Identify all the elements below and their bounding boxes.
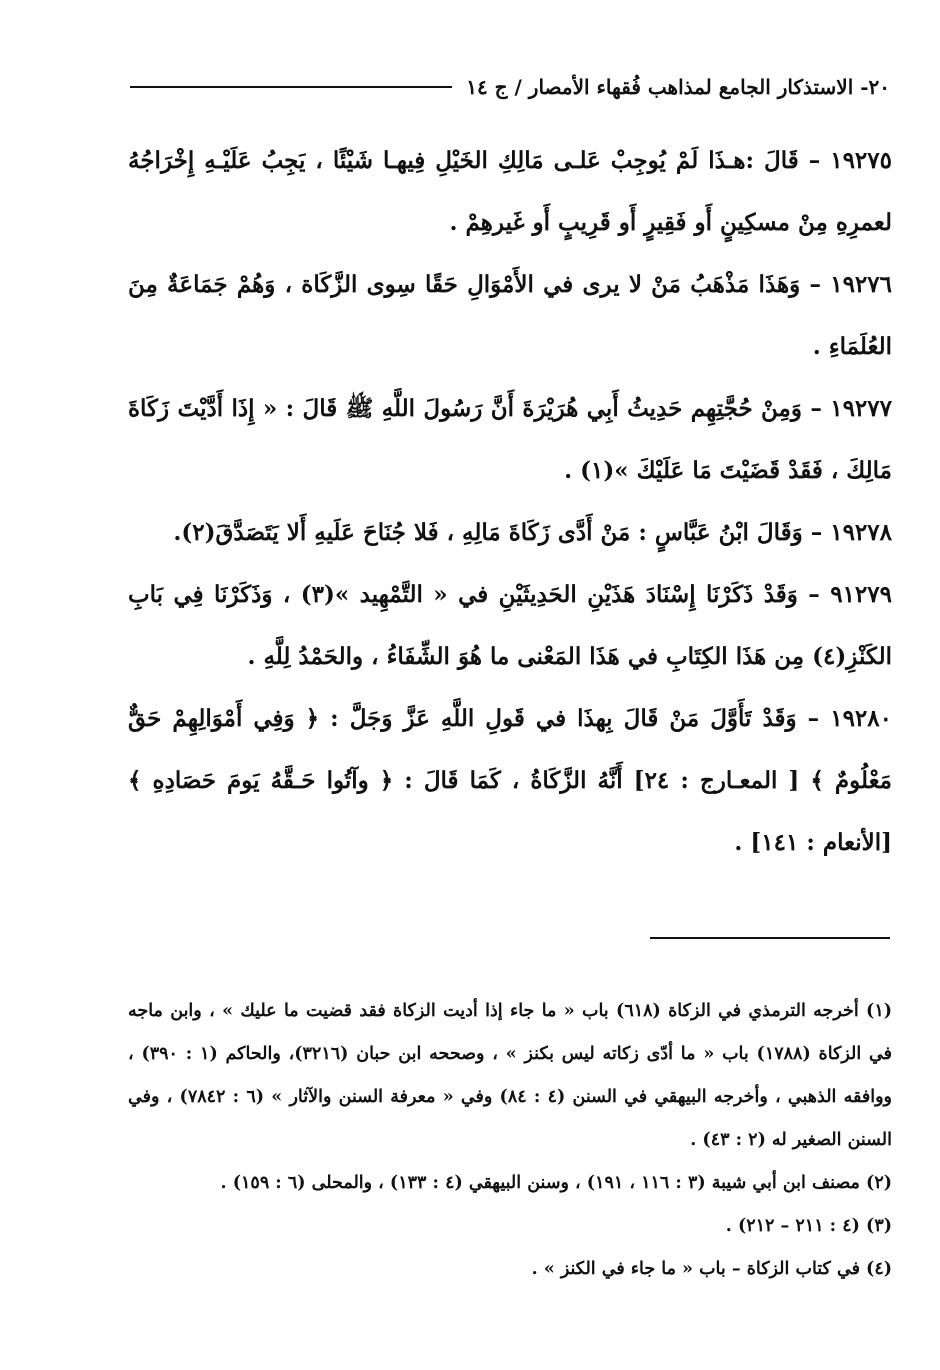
- main-text: [128, 130, 892, 874]
- footnote-2: (٢) مصنف ابن أبي شيبة (٣ : ١١٦ ، ١٩١) ، وسنن البيهقي (٤ : ١٣٣) ، والمحلى (٦ : ١٥٩) .: [220, 1173, 892, 1193]
- paragraph-19278: ١٩٢٧٨ – وَقَالَ ابْنُ عَبَّاسٍ : مَنْ أَدَّى زَكَاةَ مَالِهِ ، فَلا جُنَاحَ عَلَيهِ أَلا يَتَصَدَّقَ(٢).: [173, 519, 892, 546]
- footnote-separator: [650, 937, 890, 939]
- footnote-3: (٣) (٤ : ٢١١ – ٢١٢) .: [725, 1216, 892, 1236]
- header-rule: [130, 86, 452, 88]
- paragraph-19280: ١٩٢٨٠ – وَقَدْ تَأَوَّلَ مَنْ قَالَ بِهذَا في قَولِ اللَّهِ عَزَّ وَجَلَّ : ﴿ وَفِي أَمْوَالِهِمْ حَقٌّ مَعْلُومٌ ﴾ [ المعـارج : ٢٤] أَنَّهُ الزَّكَاةُ ، كَمَا قَالَ : ﴿ وآتُوا حَـقَّهُ يَومَ حَصَادِهِ ﴾ [الأنعام : ١٤١] .: [128, 705, 892, 856]
- footnote-4: (٤) في كتاب الزكاة – باب « ما جاء في الكنز » .: [531, 1259, 892, 1279]
- header-title: ٢٠- الاستذكار الجامع لمذاهب فُقهاء الأمصار / ج ١٤: [466, 75, 890, 99]
- footnote-1: (١) أخرجه الترمذي في الزكاة (٦١٨) باب « ما جاء إذا أديت الزكاة فقد قضيت ما عليك » ، وابن ماجه في الزكاة (١٧٨٨) باب « ما أدّى زكاته ليس بكنز » ، وصححه ابن حبان (٣٢١٦)، والحاكم (١ : ٣٩٠) ، ووافقه الذهبي ، وأخرجه البيهقي في السنن (٤ : ٨٤) وفي « معرفة السنن والآثار » (٦ : ٧٨٤٢) ، وفي السنن الصغير له (٢ : ٤٣) .: [128, 1001, 892, 1150]
- paragraph-19276: ١٩٢٧٦ – وَهَذَا مَذْهَبُ مَنْ لا يرى في الأَمْوَالِ حَقًا سِوى الزَّكَاة ، وَهُمْ جَمَاعَةٌ مِنَ العُلَمَاءِ .: [128, 271, 892, 360]
- paragraph-19277: ١٩٢٧٧ – وَمِنْ حُجَّتِهِم حَدِيثُ أَبِي هُرَيْرَةَ أَنَّ رَسُولَ اللَّهِ ﷺ قَالَ : « إِذَا أَدَّيْتَ زَكَاةَ مَالِكَ ، فَقَدْ قَضَيْتَ مَا عَلَيْكَ »(١) .: [128, 395, 892, 484]
- paragraph-19275: ١٩٢٧٥ – قَالَ :هـذَا لَمْ يُوجِبْ عَلـى مَالِكِ الخَيْلِ فِيهـا شَيْئًا ، يَجِبُ عَلَيْـهِ إِخْرَاجُهُ لعمرِهِ مِنْ مسكِينٍ أَو فَقِيرٍ أَو قَرِيبٍ أَو غَيرهِمْ .: [128, 147, 892, 236]
- paragraph-19279: ٩١٢٧٩ – وَقَدْ ذَكَرْنَا إِسْنَادَ هَذَيْنِ الحَدِيثَيْنِ في « التَّمْهِيد »(٣) ، وَذَكَرْنَا فِي بَابِ الكَنْزِ(٤) مِن هَذَا الكِتَابِ في هَذَا المَعْنى ما هُوَ الشِّفَاءُ ، والحَمْدُ لِلَّهِ .: [128, 581, 892, 670]
- footnotes: [128, 990, 892, 1291]
- running-header: [130, 70, 890, 104]
